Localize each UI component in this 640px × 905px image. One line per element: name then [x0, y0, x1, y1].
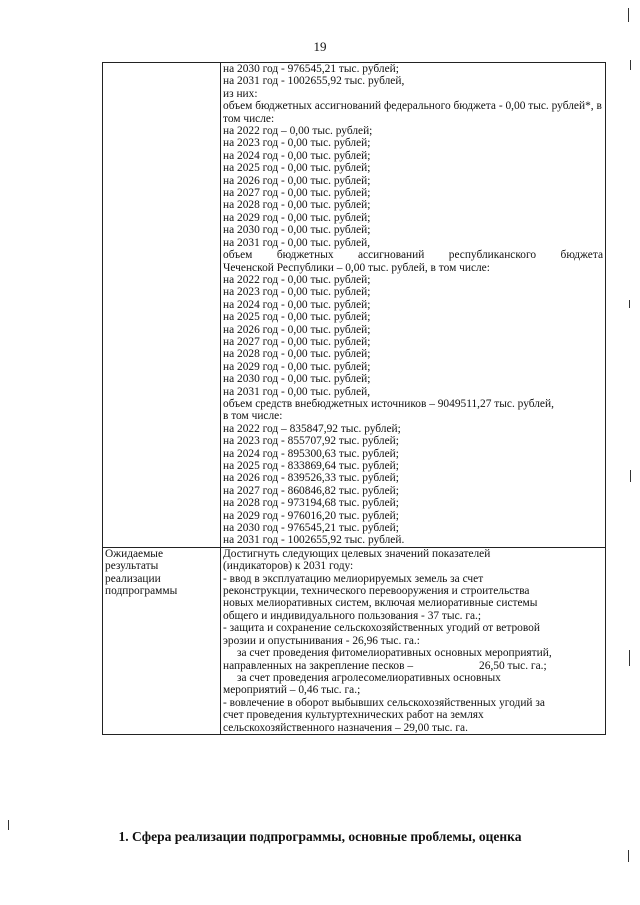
funding-line: на 2031 год - 1002655,92 тыс. рублей. [223, 534, 405, 547]
results-line-amount: 26,50 тыс. га.; [479, 659, 547, 672]
funding-line: на 2030 год - 976545,21 тыс. рублей; [223, 63, 399, 75]
funding-line: на 2024 год - 895300,63 тыс. рублей; [223, 447, 399, 460]
funding-line: на 2024 год - 0,00 тыс. рублей; [223, 149, 371, 162]
results-label-line: реализации [105, 572, 161, 585]
funding-line: на 2027 год - 0,00 тыс. рублей; [223, 335, 371, 348]
funding-line: Чеченской Республики – 0,00 тыс. рублей, в том числе: [223, 261, 490, 274]
funding-line: на 2023 год - 0,00 тыс. рублей; [223, 286, 371, 299]
funding-line: на 2030 год - 0,00 тыс. рублей; [223, 373, 371, 386]
funding-line: на 2023 год - 855707,92 тыс. рублей; [223, 435, 399, 448]
funding-line: на 2028 год - 973194,68 тыс. рублей; [223, 497, 399, 510]
funding-line: на 2025 год - 0,00 тыс. рублей; [223, 311, 371, 324]
funding-line: на 2030 год - 0,00 тыс. рублей; [223, 224, 371, 237]
funding-line: в том числе: [223, 410, 283, 423]
funding-line: на 2022 год – 0,00 тыс. рублей; [223, 125, 373, 138]
funding-line: на 2031 год - 1002655,92 тыс. рублей, [223, 75, 405, 88]
results-line-text: направленных на закрепление песков – [223, 659, 414, 672]
results-row [103, 547, 606, 734]
results-line: - вовлечение в оборот выбывших сельскохозяйственных угодий за [223, 696, 545, 709]
funding-line: из них: [223, 87, 258, 100]
results-line: новых мелиоративных систем, включая мелиоративные системы [223, 597, 538, 610]
subprogram-passport-table [102, 62, 606, 735]
funding-line: на 2029 год - 0,00 тыс. рублей; [223, 360, 371, 373]
results-line: счет проведения культуртехнических работ на землях [223, 709, 484, 722]
results-line: общего и индивидуального пользования - 37 тыс. га.; [223, 609, 482, 622]
scan-artifact [628, 850, 629, 862]
results-label-line: подпрограммы [105, 585, 178, 598]
funding-line: на 2028 год - 0,00 тыс. рублей; [223, 199, 371, 212]
results-line: за счет проведения фитомелиоративных основных мероприятий, [237, 647, 552, 660]
funding-line: на 2022 год – 835847,92 тыс. рублей; [223, 422, 401, 435]
scan-artifact [630, 470, 631, 482]
funding-label-cell [103, 63, 221, 548]
results-label-line: результаты [105, 560, 159, 573]
results-line: за счет проведения агролесомелиоративных основных [237, 671, 501, 684]
results-content-cell [221, 547, 606, 734]
funding-line: на 2027 год - 0,00 тыс. рублей; [223, 187, 371, 200]
page-number: 19 [313, 39, 327, 54]
results-line: - ввод в эксплуатацию мелиорируемых земель за счет [223, 572, 484, 585]
results-line: - защита и сохранение сельскохозяйственных угодий от ветровой [223, 622, 540, 635]
results-label-line: Ожидаемые [105, 547, 164, 560]
funding-line: на 2026 год - 0,00 тыс. рублей; [223, 323, 371, 336]
funding-line: на 2022 год - 0,00 тыс. рублей; [223, 273, 371, 286]
results-line: эрозии и опустынивания - 26,96 тыс. га.: [223, 634, 420, 647]
results-label-cell [103, 547, 221, 734]
funding-line: на 2031 год - 0,00 тыс. рублей, [223, 236, 371, 249]
funding-line: на 2025 год - 0,00 тыс. рублей; [223, 162, 371, 175]
funding-line: объем бюджетных ассигнований республиканского бюджета [223, 249, 603, 262]
funding-line: на 2026 год - 839526,33 тыс. рублей; [223, 472, 399, 485]
results-line: реконструкции, технического перевооружения и строительства [223, 585, 530, 598]
scan-artifact [629, 300, 630, 308]
funding-content-cell [221, 63, 606, 548]
results-line [223, 660, 603, 672]
funding-line: на 2024 год - 0,00 тыс. рублей; [223, 298, 371, 311]
results-line: Достигнуть следующих целевых значений показателей [223, 547, 491, 560]
funding-line: на 2028 год - 0,00 тыс. рублей; [223, 348, 371, 361]
results-line: сельскохозяйственного назначения – 29,00 тыс. га. [223, 721, 468, 734]
funding-line: на 2026 год - 0,00 тыс. рублей; [223, 174, 371, 187]
scan-artifact [8, 820, 9, 830]
scan-artifact [628, 8, 629, 22]
scan-artifact [629, 650, 630, 666]
funding-line: на 2029 год - 976016,20 тыс. рублей; [223, 509, 399, 522]
scan-artifact [630, 60, 631, 70]
results-line: мероприятий – 0,46 тыс. га.; [223, 684, 361, 697]
funding-line: на 2023 год - 0,00 тыс. рублей; [223, 137, 371, 150]
results-line: (индикаторов) к 2031 году: [223, 560, 354, 573]
funding-line: на 2031 год - 0,00 тыс. рублей, [223, 385, 371, 398]
funding-line: объем средств внебюджетных источников – 9049511,27 тыс. рублей, [223, 397, 554, 410]
funding-row [103, 63, 606, 548]
funding-line: на 2029 год - 0,00 тыс. рублей; [223, 211, 371, 224]
funding-line: на 2027 год - 860846,82 тыс. рублей; [223, 484, 399, 497]
funding-line: на 2030 год - 976545,21 тыс. рублей; [223, 522, 399, 535]
funding-line: на 2025 год - 833869,64 тыс. рублей; [223, 460, 399, 472]
funding-line: объем бюджетных ассигнований федерального бюджета - 0,00 тыс. рублей*, в том числе: [223, 100, 602, 125]
section-heading: 1. Сфера реализации подпрограммы, основные проблемы, оценка [118, 829, 522, 844]
